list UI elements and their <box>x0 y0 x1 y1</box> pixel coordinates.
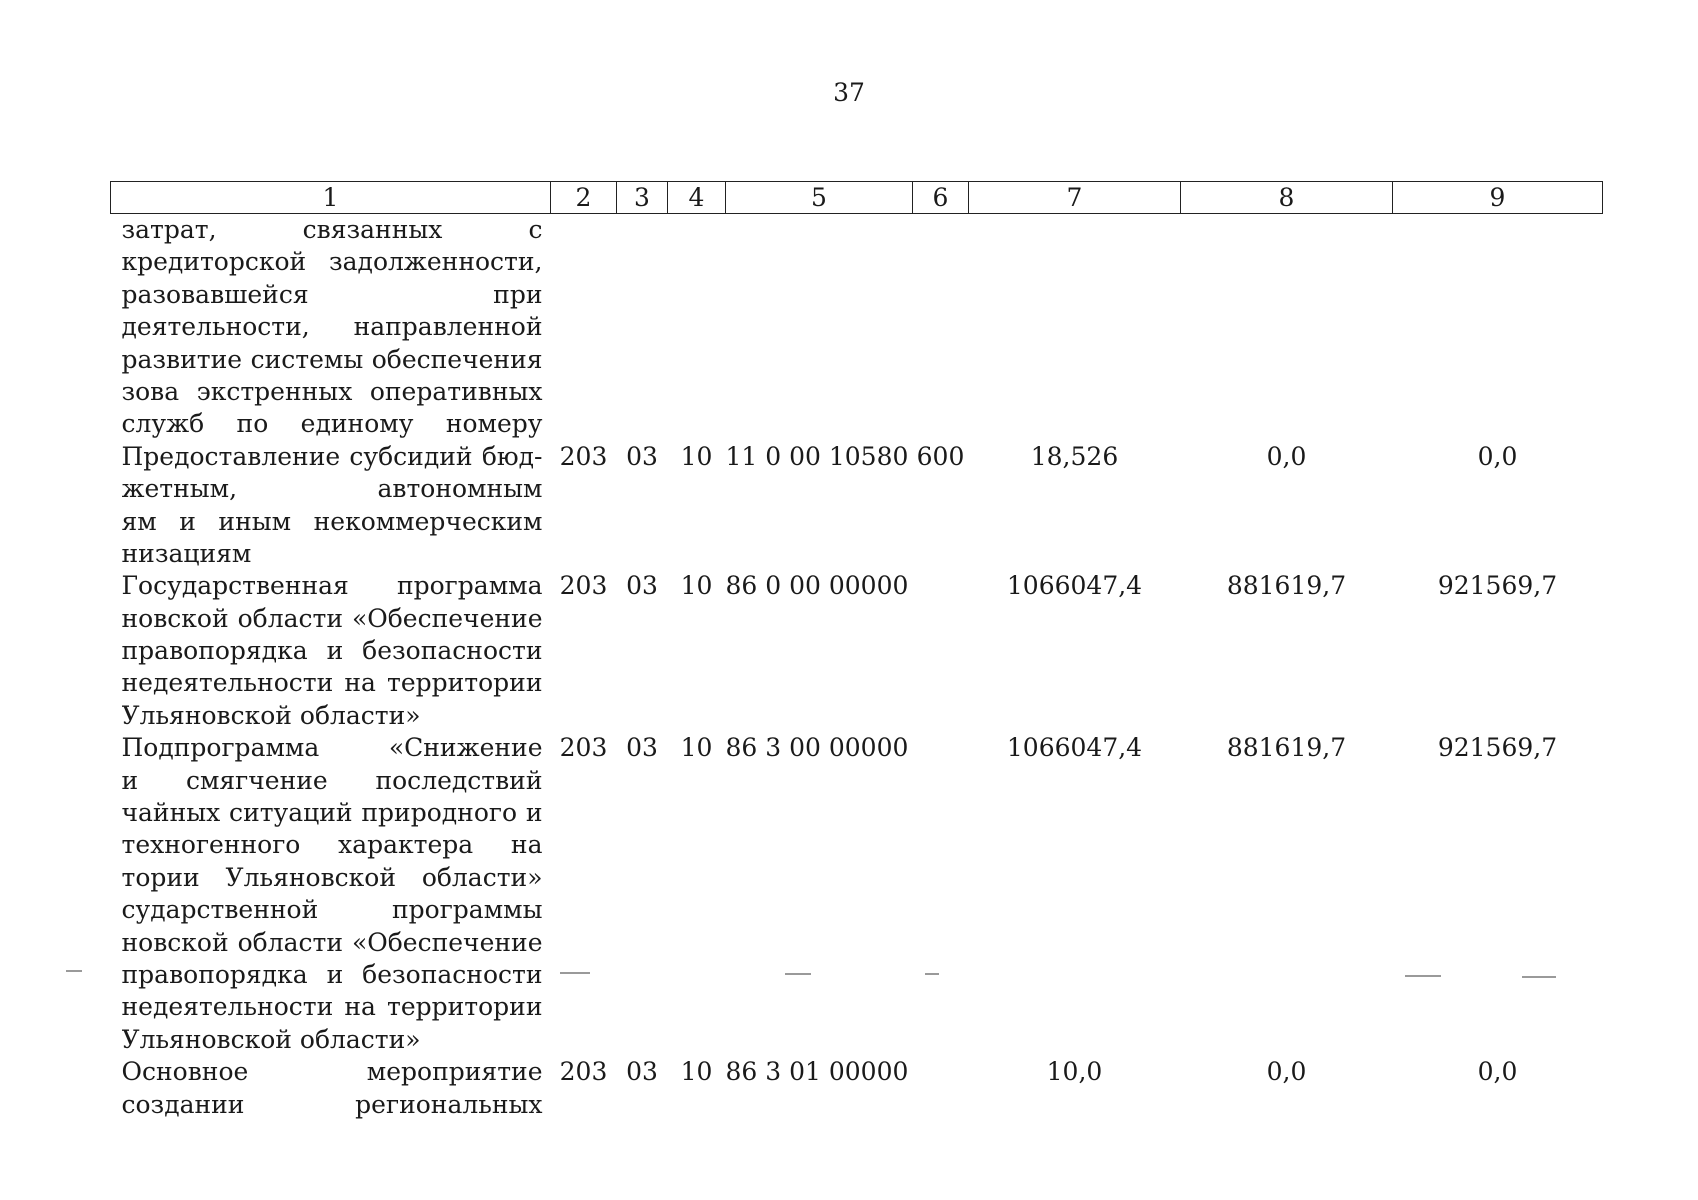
header-col-2: 2 <box>551 182 617 214</box>
cell-amount-col9: 0,0 <box>1477 1057 1518 1087</box>
table-row <box>111 214 1603 441</box>
row-description <box>111 441 551 571</box>
cell-subsection-code: 10 <box>680 733 713 763</box>
cell-amount-col7: 18,526 <box>1030 441 1119 471</box>
cell-target-article: 86 3 00 00000 <box>725 733 909 763</box>
description-line: тории Ульяновской области» <box>121 862 543 892</box>
scan-mark <box>560 972 590 974</box>
row-description <box>111 214 551 441</box>
description-line: и смягчение последствий <box>121 765 543 795</box>
description-line: разовавшейся при <box>121 279 543 309</box>
description-line: создании региональных <box>121 1089 543 1119</box>
table-header <box>111 182 1603 214</box>
description-line: Государственная программа <box>121 571 543 601</box>
scan-mark <box>925 973 939 975</box>
description-line: жетным, автономным <box>121 474 543 504</box>
header-col-1: 1 <box>111 182 551 214</box>
cell-amount-col9: 921569,7 <box>1437 571 1558 601</box>
cell-amount-col9: 0,0 <box>1477 441 1518 471</box>
cell-subsection-code: 10 <box>680 1057 713 1087</box>
cell-section-code: 03 <box>626 1057 658 1087</box>
cell-amount-col7 <box>969 214 1181 441</box>
cell-ministry-code <box>551 214 617 441</box>
cell-ministry-code: 203 <box>559 733 608 763</box>
cell-amount-col9: 921569,7 <box>1437 733 1558 763</box>
description-line: правопорядка и безопасности <box>121 959 543 989</box>
description-line: новской области «Обеспечение <box>121 927 543 957</box>
description-line: Предоставление субсидий бюд- <box>121 441 543 471</box>
cell-target-article: 86 3 01 00000 <box>725 1057 909 1087</box>
description-line: новской области «Обеспечение <box>121 603 543 633</box>
cell-subsection-code <box>668 214 726 441</box>
description-line: Ульяновской области» <box>121 700 421 730</box>
cell-ministry-code: 203 <box>559 441 608 471</box>
description-line: зова экстренных оперативных <box>121 376 543 406</box>
cell-expense-type: 600 <box>916 441 965 471</box>
cell-target-article <box>726 214 913 441</box>
header-col-5: 5 <box>726 182 913 214</box>
cell-amount-col9 <box>1393 214 1603 441</box>
description-line: развитие системы обеспечения <box>121 344 543 374</box>
table-row <box>111 1056 1603 1121</box>
budget-table <box>110 181 1603 1121</box>
cell-section-code: 03 <box>626 441 658 471</box>
description-line: недеятельности на территории <box>121 668 543 698</box>
description-line: ям и иным некоммерческим <box>121 506 543 536</box>
description-line: служб по единому номеру <box>121 409 543 439</box>
description-line: Основное мероприятие <box>121 1057 543 1087</box>
cell-amount-col8: 0,0 <box>1266 441 1307 471</box>
cell-ministry-code: 203 <box>559 571 608 601</box>
cell-subsection-code: 10 <box>680 571 713 601</box>
row-description <box>111 732 551 1056</box>
header-col-9: 9 <box>1393 182 1603 214</box>
cell-section-code <box>617 214 668 441</box>
cell-amount-col8: 881619,7 <box>1226 733 1347 763</box>
header-row <box>111 182 1603 214</box>
scan-mark <box>1522 976 1556 978</box>
description-line: Подпрограмма «Снижение <box>121 733 543 763</box>
scan-mark <box>785 973 811 975</box>
table-body <box>111 214 1603 1121</box>
cell-amount-col8 <box>1181 214 1393 441</box>
description-line: Ульяновской области» <box>121 1024 421 1054</box>
scan-mark <box>66 970 82 972</box>
cell-expense-type <box>913 732 969 1056</box>
row-description <box>111 570 551 732</box>
cell-ministry-code: 203 <box>559 1057 608 1087</box>
cell-expense-type <box>913 570 969 732</box>
cell-section-code: 03 <box>626 571 658 601</box>
cell-expense-type <box>913 1056 969 1121</box>
cell-amount-col8: 0,0 <box>1266 1057 1307 1087</box>
description-line: сударственной программы <box>121 895 543 925</box>
header-col-7: 7 <box>969 182 1181 214</box>
cell-section-code: 03 <box>626 733 658 763</box>
cell-expense-type <box>913 214 969 441</box>
cell-target-article: 86 0 00 00000 <box>725 571 909 601</box>
row-description <box>111 1056 551 1121</box>
table-row <box>111 441 1603 571</box>
description-line: деятельности, направленной <box>121 312 543 342</box>
description-line: низациям <box>121 538 252 568</box>
cell-amount-col7: 1066047,4 <box>1006 571 1143 601</box>
cell-subsection-code: 10 <box>680 441 713 471</box>
table-row <box>111 570 1603 732</box>
cell-amount-col7: 1066047,4 <box>1006 733 1143 763</box>
header-col-8: 8 <box>1181 182 1393 214</box>
header-col-4: 4 <box>668 182 726 214</box>
page-number: 37 <box>833 78 865 107</box>
scan-mark <box>1405 975 1441 977</box>
description-line: затрат, связанных с <box>121 215 543 244</box>
cell-amount-col8: 881619,7 <box>1226 571 1347 601</box>
cell-amount-col7: 10,0 <box>1046 1057 1103 1087</box>
description-line: недеятельности на территории <box>121 992 543 1022</box>
description-line: правопорядка и безопасности <box>121 636 543 666</box>
cell-target-article: 11 0 00 10580 <box>725 441 909 471</box>
header-col-3: 3 <box>617 182 668 214</box>
description-line: техногенного характера на <box>121 830 543 860</box>
description-line: кредиторской задолженности, <box>121 247 543 277</box>
description-line: чайных ситуаций природного и <box>121 798 543 828</box>
header-col-6: 6 <box>913 182 969 214</box>
table-row <box>111 732 1603 1056</box>
